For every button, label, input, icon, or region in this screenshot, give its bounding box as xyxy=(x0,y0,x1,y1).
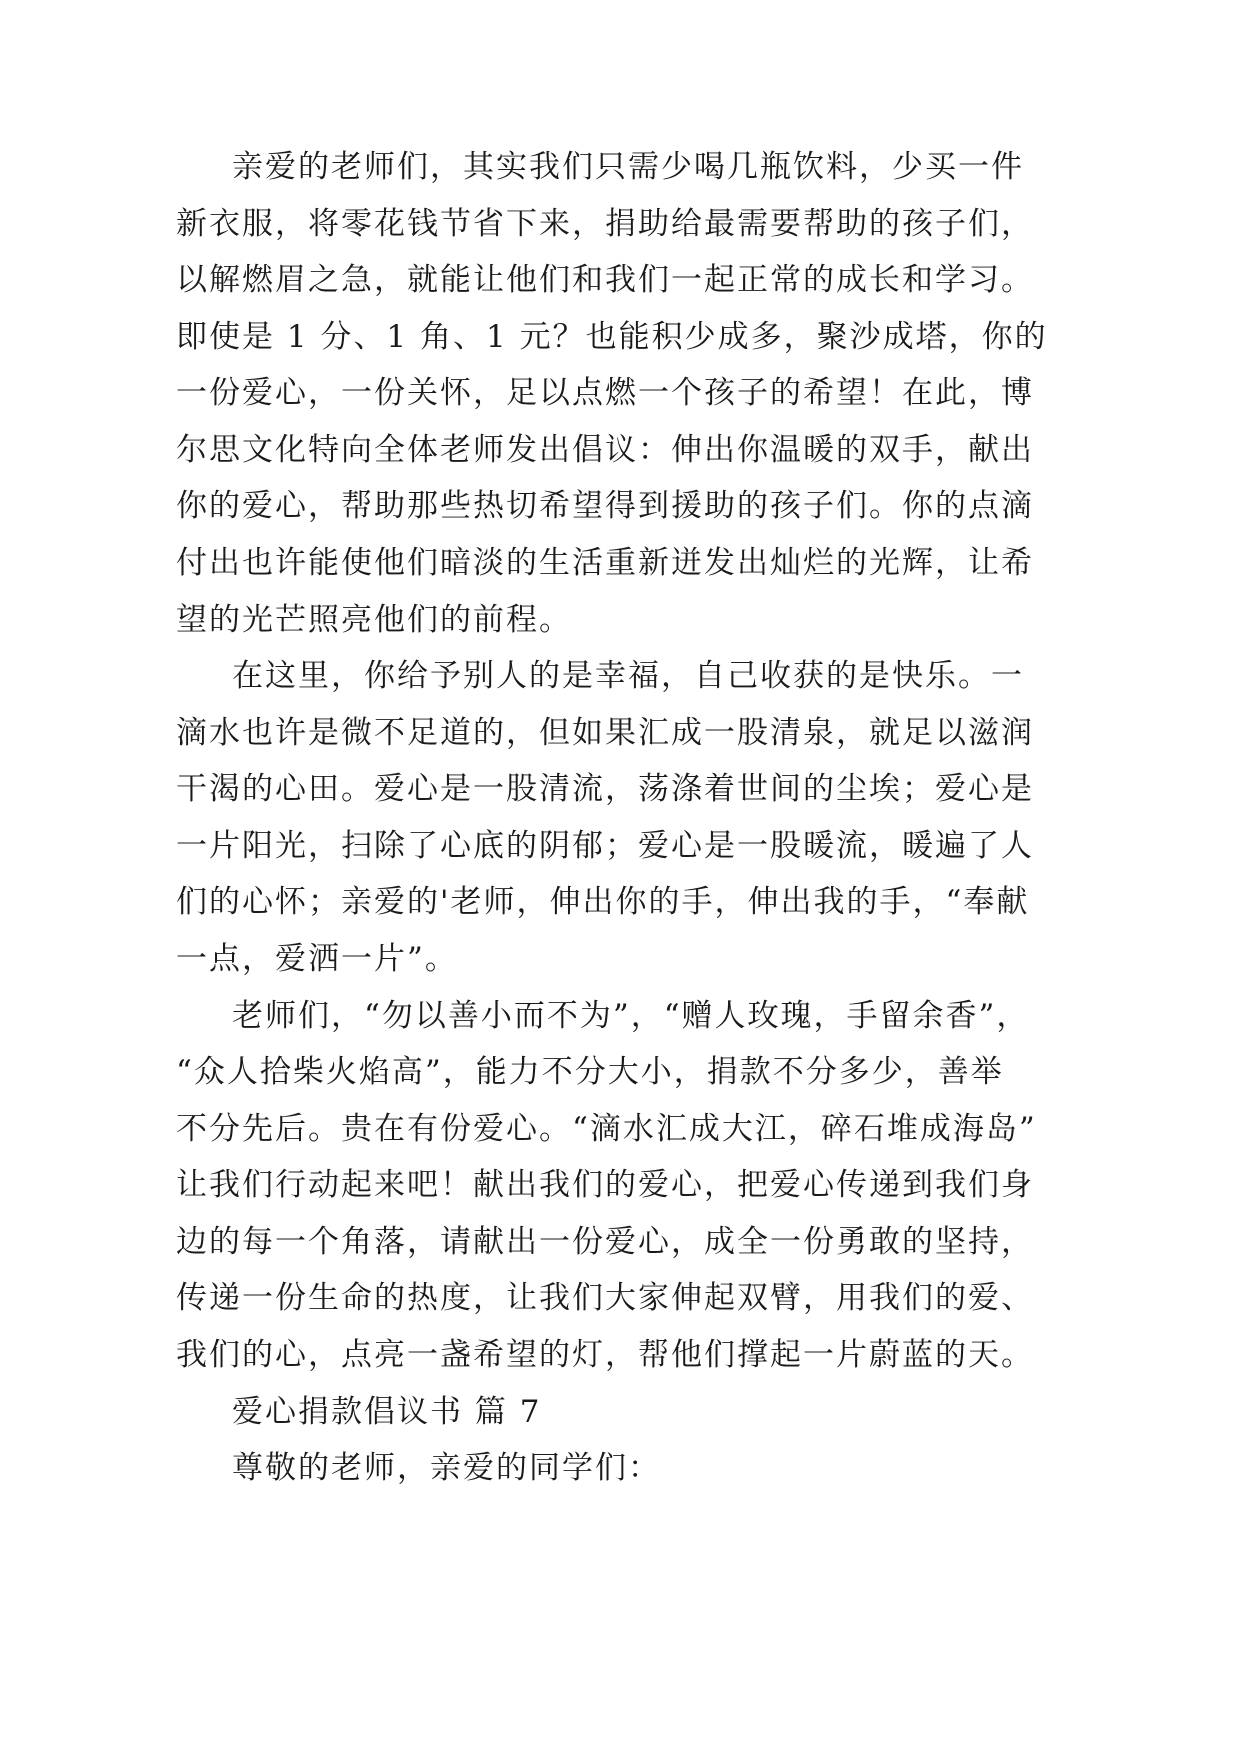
text-line: 老师们，“勿以善小而不为”，“赠人玫瑰，手留余香”， xyxy=(232,998,1030,1034)
text-line: 一片阳光，扫除了心底的阴郁；爱心是一股暖流，暖遍了人 xyxy=(176,828,1034,864)
text-line: 即使是 1 分、1 角、1 元？也能积少成多，聚沙成塔，你的 xyxy=(176,319,1048,355)
text-line: 亲爱的老师们，其实我们只需少喝几瓶饮料，少买一件 xyxy=(232,149,1024,185)
text-line: 望的光芒照亮他们的前程。 xyxy=(176,602,572,638)
text-line: 在这里，你给予别人的是幸福，自己收获的是快乐。一 xyxy=(232,658,1024,694)
text-line: 边的每一个角落，请献出一份爱心，成全一份勇敢的坚持， xyxy=(176,1224,1034,1260)
text-line: 新衣服，将零花钱节省下来，捐助给最需要帮助的孩子们， xyxy=(176,206,1034,242)
text-line: 们的心怀；亲爱的'老师，伸出你的手，伸出我的手，“奉献 xyxy=(176,884,1030,920)
text-line: 一点，爱洒一片”。 xyxy=(176,941,458,977)
text-line: 尔思文化特向全体老师发出倡议：伸出你温暖的双手，献出 xyxy=(176,432,1034,468)
text-line: 你的爱心，帮助那些热切希望得到援助的孩子们。你的点滴 xyxy=(176,488,1034,524)
text-line: 我们的心，点亮一盏希望的灯，帮他们撑起一片蔚蓝的天。 xyxy=(176,1337,1034,1373)
text-line: 不分先后。贵在有份爱心。“滴水汇成大江，碎石堆成海岛” xyxy=(176,1111,1037,1147)
text-line: “众人拾柴火焰高”，能力不分大小，捐款不分多少，善举 xyxy=(176,1054,1004,1090)
section-heading: 爱心捐款倡议书 篇 7 xyxy=(232,1394,542,1430)
salutation: 尊敬的老师，亲爱的同学们： xyxy=(232,1450,661,1486)
text-line: 付出也许能使他们暗淡的生活重新迸发出灿烂的光辉，让希 xyxy=(176,545,1034,581)
text-line: 传递一份生命的热度，让我们大家伸起双臂，用我们的爱、 xyxy=(176,1280,1034,1316)
text-line: 以解燃眉之急，就能让他们和我们一起正常的成长和学习。 xyxy=(176,262,1034,298)
text-line: 让我们行动起来吧！献出我们的爱心，把爱心传递到我们身 xyxy=(176,1167,1034,1203)
text-line: 一份爱心，一份关怀，足以点燃一个孩子的希望！在此，博 xyxy=(176,375,1034,411)
text-line: 干渴的心田。爱心是一股清流，荡涤着世间的尘埃；爱心是 xyxy=(176,771,1034,807)
text-line: 滴水也许是微不足道的，但如果汇成一股清泉，就足以滋润 xyxy=(176,715,1034,751)
